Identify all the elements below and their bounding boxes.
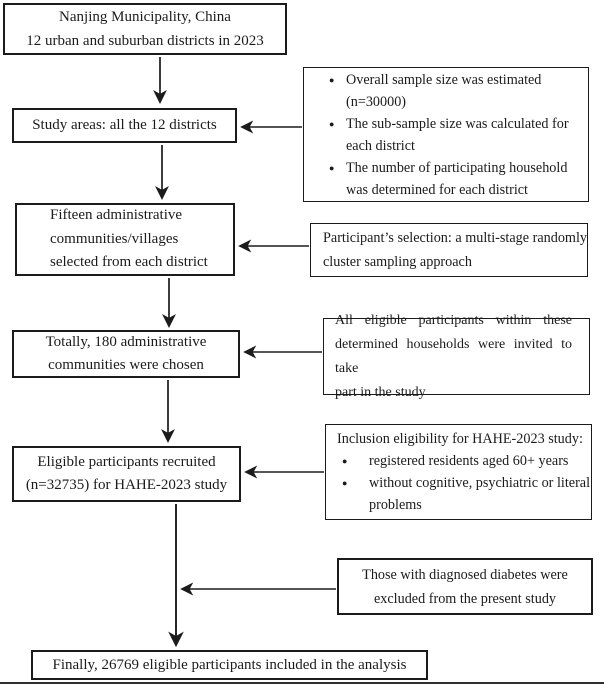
- flow-box-study-areas: [12, 108, 237, 143]
- note-box-sampling: [303, 67, 589, 202]
- flow-box-line: selected from each district: [50, 254, 208, 271]
- note-title: Inclusion eligibility for HAHE-2023 study:: [337, 431, 583, 447]
- bullet-line: The sub-sample size was calculated for: [346, 115, 569, 132]
- note-line: Those with diagnosed diabetes were: [362, 566, 568, 583]
- flow-box-line: Fifteen administrative: [50, 207, 183, 224]
- bullet-item: [304, 113, 588, 157]
- note-line: Participant’s selection: a multi-stage randomly: [323, 230, 587, 246]
- flow-box-line: 12 urban and suburban districts in 2023: [26, 33, 264, 49]
- bullet-line: problems: [369, 497, 422, 513]
- note-line: excluded from the present study: [373, 590, 557, 607]
- bullet-icon: ●: [329, 118, 335, 129]
- bullet-line: Overall sample size was estimated: [346, 71, 542, 88]
- bullet-item: [326, 472, 591, 516]
- bullet-item: [304, 157, 588, 201]
- bullet-line: registered residents aged 60+ years: [369, 453, 569, 469]
- bullet-line: was determined for each district: [346, 181, 528, 198]
- bullet-line: each district: [346, 137, 415, 154]
- flow-box-line: Nanjing Municipality, China: [59, 9, 231, 25]
- flow-box-line: Eligible participants recruited: [37, 454, 216, 470]
- flow-box-participants-recruited: [12, 446, 241, 502]
- note-box-inclusion-eligibility: [325, 424, 592, 520]
- flow-box-line: (n=32735) for HAHE-2023 study: [25, 477, 228, 493]
- bottom-frame-line: [0, 682, 604, 684]
- note-line: determined households were invited to take: [335, 336, 572, 376]
- flow-box-nanjing: [3, 3, 287, 55]
- bullet-item: [326, 450, 587, 472]
- flow-box-line: Finally, 26769 eligible participants included in the analysis: [52, 656, 407, 673]
- flow-box-final-analysis: [31, 650, 428, 680]
- bullet-item: [304, 69, 588, 113]
- flow-box-line: communities/villages: [50, 230, 179, 247]
- flow-box-line: Totally, 180 administrative: [45, 334, 207, 350]
- bullet-icon: ●: [342, 478, 348, 488]
- flow-box-line: Study areas: all the 12 districts: [32, 117, 217, 133]
- bullet-icon: ●: [329, 74, 335, 85]
- flow-box-line: communities were chosen: [48, 357, 204, 373]
- bullet-icon: ●: [342, 456, 348, 466]
- bullet-line: (n=30000): [346, 93, 407, 110]
- note-line: cluster sampling approach: [323, 254, 472, 270]
- bullet-line: The number of participating household: [346, 159, 568, 176]
- bullet-icon: ●: [329, 162, 335, 173]
- note-line: part in the study: [335, 384, 426, 400]
- note-box-exclusion: [337, 558, 593, 615]
- note-box-invitation: [323, 312, 590, 400]
- flow-box-fifteen-communities: [15, 203, 235, 276]
- note-line: All eligible participants within these: [335, 312, 572, 328]
- bullet-line: without cognitive, psychiatric or literal: [369, 475, 591, 491]
- flow-box-communities-chosen: [12, 330, 240, 378]
- note-box-selection-method: [310, 223, 588, 277]
